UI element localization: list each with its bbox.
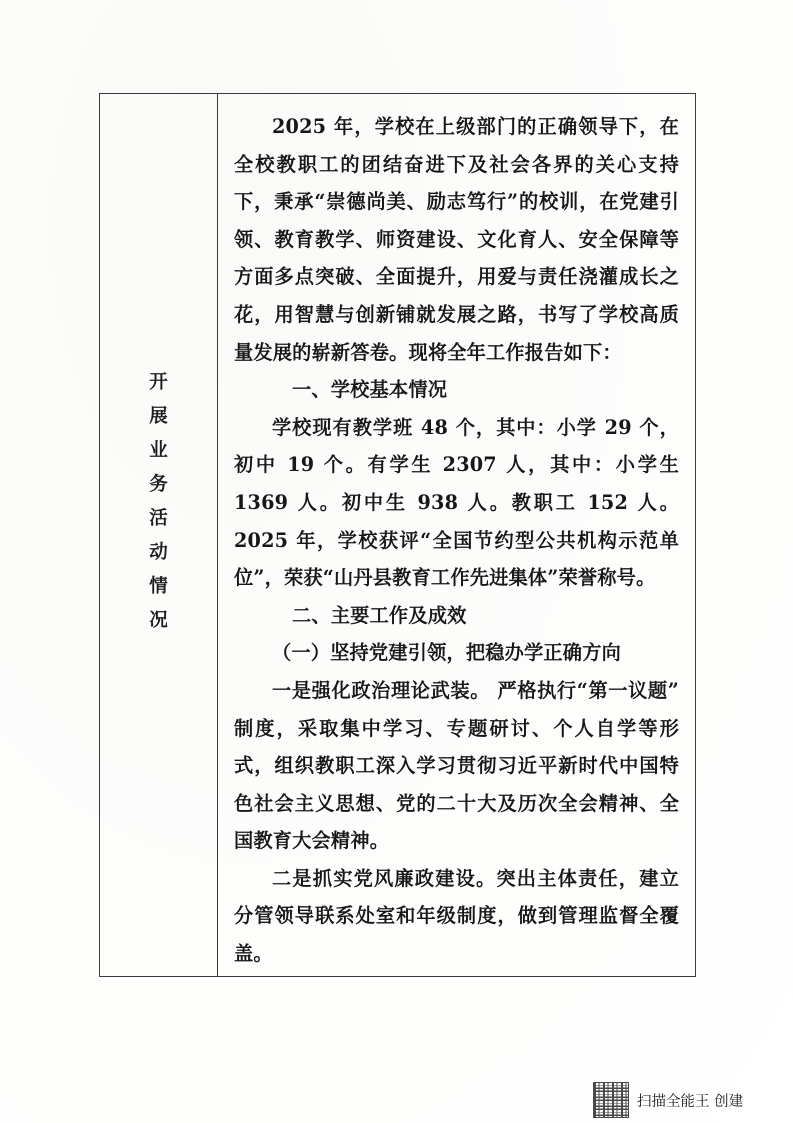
qr-code-icon bbox=[593, 1082, 629, 1118]
paragraph-intro: 2025 年，学校在上级部门的正确领导下，在全校教职工的团结奋进下及社会各界的关心支持下，秉承“崇德尚美、励志笃行”的校训，在党建引领、教育教学、师资建设、文化育人、安全保障等方面多点突破、全面提升，用爱与责任浇灌成长之花，用智慧与创新铺就发展之路，书写了学校高质量发展的崭新答卷。现将全年工作报告如下： bbox=[234, 115, 679, 364]
section-label-char: 动 bbox=[149, 542, 168, 563]
scanner-watermark-text: 扫描全能王 创建 bbox=[637, 1093, 744, 1110]
paragraph-school-basics: 学校现有教学班 48 个，其中：小学 29 个，初中 19 个。有学生 2307 人，其中：小学生 1369 人。初中生 938 人。教职工 152 人。2025 年，学校获评“全国节约型公共机构示范单位”，荣获“山丹县教育工作先进集体”荣誉称号。 bbox=[234, 415, 679, 590]
section-label-char: 开 bbox=[149, 372, 168, 393]
section-label-char: 业 bbox=[149, 440, 168, 461]
section-label-char: 展 bbox=[149, 406, 168, 427]
paragraph-party-discipline: 二是抓实党风廉政建设。突出主体责任，建立分管领导联系处室和年级制度，做到管理监督全覆盖。 bbox=[234, 866, 679, 966]
section-label-char: 务 bbox=[149, 474, 168, 495]
document-body-cell bbox=[218, 94, 695, 976]
scanner-watermark bbox=[593, 1082, 743, 1118]
heading-school-basics: 一、学校基本情况 bbox=[292, 378, 448, 402]
section-label-char: 况 bbox=[149, 610, 168, 631]
section-label-char: 活 bbox=[149, 508, 168, 529]
subheading-party-building: （一）坚持党建引领，把稳办学正确方向 bbox=[272, 641, 621, 665]
paragraph-political-theory: 一是强化政治理论武装。 严格执行“第一议题”制度，采取集中学习、专题研讨、个人自学等形式，组织教职工深入学习贯彻习近平新时代中国特色社会主义思想、党的二十大及历次全会精神、全国教育大会精神。 bbox=[234, 678, 679, 853]
section-label-vertical bbox=[100, 366, 217, 638]
section-label-char: 情 bbox=[149, 576, 168, 597]
document-table-frame bbox=[99, 93, 696, 977]
heading-main-work: 二、主要工作及成效 bbox=[292, 603, 467, 627]
section-label-cell bbox=[100, 94, 218, 976]
